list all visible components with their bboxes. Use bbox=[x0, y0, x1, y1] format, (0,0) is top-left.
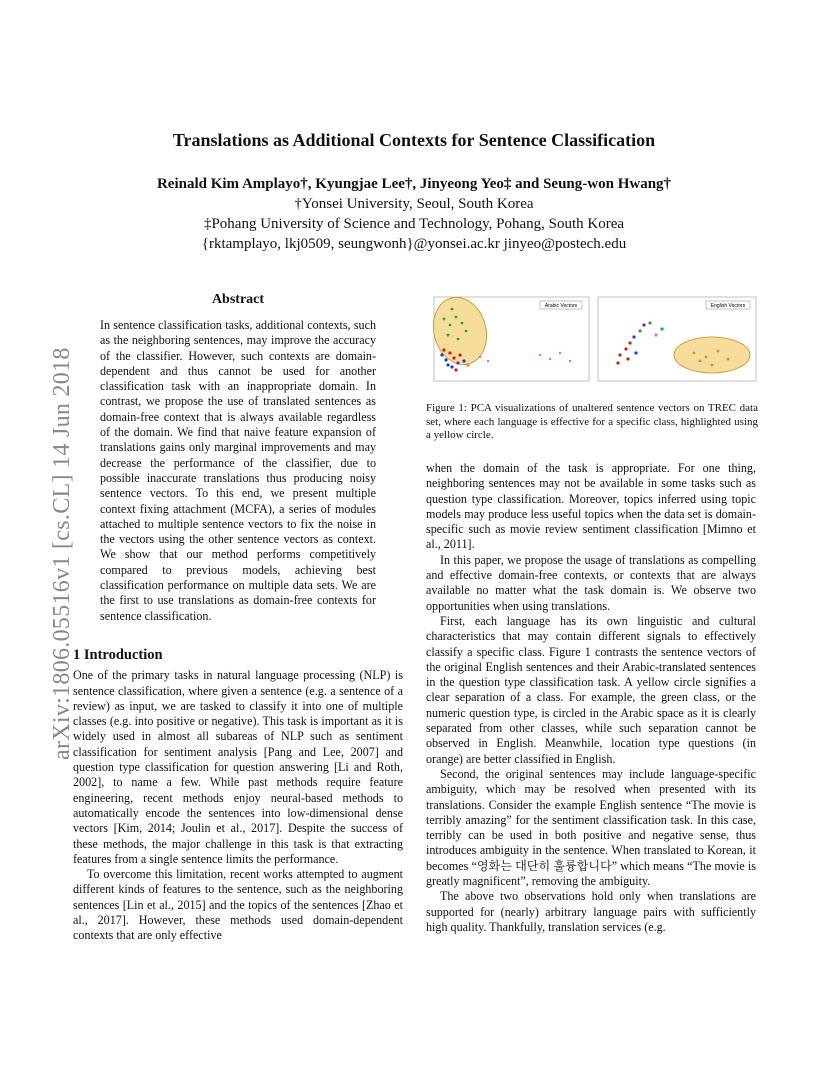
arabic-legend: Arabic Vectors bbox=[544, 303, 578, 309]
intro-paragraph-1: One of the primary tasks in natural language processing (NLP) is sentence classification, where given a sentence (e.g. a sentence of a review) as input, we are tasked to classify it into one of multiple classes (e.g. into positive or negative). This task is important as it is widely used in almost all subareas of NLP such as sentiment classification for sentiment analysis [Pang and Lee, 2007] and question type classification for question answering [Li and Roth, 2002], to name a few. While past methods require feature engineering, recent methods enjoy neural-based methods to automatically encode the sentences into low-dimensional dense vectors [Kim, 2014; Joulin et al., 2017]. Despite the success of these methods, the major challenge in this task is that extracting features from a single sentence limits the performance. bbox=[73, 668, 403, 866]
abstract-heading: Abstract bbox=[211, 292, 265, 307]
arxiv-sidebar bbox=[18, 290, 75, 760]
right-paragraph-5: The above two observations hold only when translations are supported for (nearly) arbitrary language pairs with sufficiently high quality. Thankfully, translation services (e.g. bbox=[426, 889, 756, 934]
affiliation-postech: ‡Pohang University of Science and Technology, Pohang, South Korea bbox=[203, 216, 625, 232]
pca-plots bbox=[430, 295, 760, 387]
author-names: Reinald Kim Amplayo†, Kyungjae Lee†, Jinyeong Yeo‡ and Seung-won Hwang† bbox=[156, 176, 672, 192]
english-legend: English Vectors bbox=[710, 303, 746, 309]
figure-1-caption: Figure 1: PCA visualizations of unaltered sentence vectors on TREC data set, where each language is effective for a specific class, highlighted using a yellow circle. bbox=[426, 402, 758, 442]
intro-paragraph-2: To overcome this limitation, recent works attempted to augment different kinds of features to the sentence, such as the neighboring sentences [Lin et al., 2015] and the topics of the sentences [Zhao et al., 2017]. However, these methods used domain-dependent contexts that are only effective bbox=[73, 867, 403, 943]
introduction-heading: 1 Introduction bbox=[73, 647, 163, 663]
author-emails: {rktamplayo, lkj0509, seungwonh}@yonsei.ac.kr jinyeo@postech.edu bbox=[201, 236, 627, 252]
right-paragraph-1: when the domain of the task is appropriate. For one thing, neighboring sentences may not be available in some tasks such as question type classification. Moreover, topics inferred using topic models may produce less useful topics when the data set is domain-specific such as movie review sentiment classification [Mimno et al., 2011]. bbox=[426, 461, 756, 552]
paper-title: Translations as Additional Contexts for Sentence Classification bbox=[172, 130, 656, 150]
right-paragraph-4: Second, the original sentences may include language-specific ambiguity, which may be resolved when presented with its translations. Consider the example English sentence “The movie is terribly amazing” for the sentiment classification task. In this case, terribly can be used in both positive and negative sense, thus introduces ambiguity in the sentence. When translated to Korean, it becomes “영화는 대단히 훌륭합니다” which means “The movie is greatly magnificent”, removing the ambiguity. bbox=[426, 766, 756, 889]
introduction-section bbox=[73, 648, 403, 944]
right-paragraph-2: In this paper, we propose the usage of translations as compelling and effective domain-free contexts, or contexts that are always available no matter what the task domain is. We observe two opportunities when using translations. bbox=[426, 552, 756, 613]
affiliation-yonsei: †Yonsei University, Seoul, South Korea bbox=[294, 196, 534, 212]
abstract-text: In sentence classification tasks, additional contexts, such as the neighboring sentences, may improve the accuracy of the classifier. However, such contexts are domain-dependent and thus cannot be used for another classification task with an inappropriate domain. In contrast, we propose the use of translated sentences as domain-free context that is always available regardless of the domain. We find that naive feature expansion of translations gains only marginal improvements and may decrease the performance of the classifier, due to possible inaccurate translations thus producing noisy sentence vectors. To this end, we present multiple context fixing attachment (MCFA), a series of modules attached to multiple sentence vectors to fix the noise in the vectors using the other sentence vectors as context. We show that our method performs competitively compared to previous models, achieving best classification performance on multiple data sets. We are the first to use translations as domain-free contexts for sentence classification. bbox=[100, 318, 376, 623]
abstract-body bbox=[100, 318, 376, 624]
author-block bbox=[60, 174, 768, 254]
right-column bbox=[426, 461, 756, 935]
right-paragraph-3: First, each language has its own linguistic and cultural characteristics that may contain different signals to effectively classify a specific class. Figure 1 contrasts the sentence vectors of the original English sentences and their Arabic-translated sentences in the question type classification task. A yellow circle signifies a clear separation of a class. For example, the green class, or the numeric question type, is circled in the Arabic space as it is clearly separated from other classes, while such separation cannot be observed in English. Meanwhile, location type questions (in orange) are better classified in English. bbox=[426, 613, 756, 766]
arxiv-identifier: arXiv:1806.05516v1 [cs.CL] 14 Jun 2018 bbox=[49, 347, 75, 760]
figure-1 bbox=[430, 295, 760, 387]
